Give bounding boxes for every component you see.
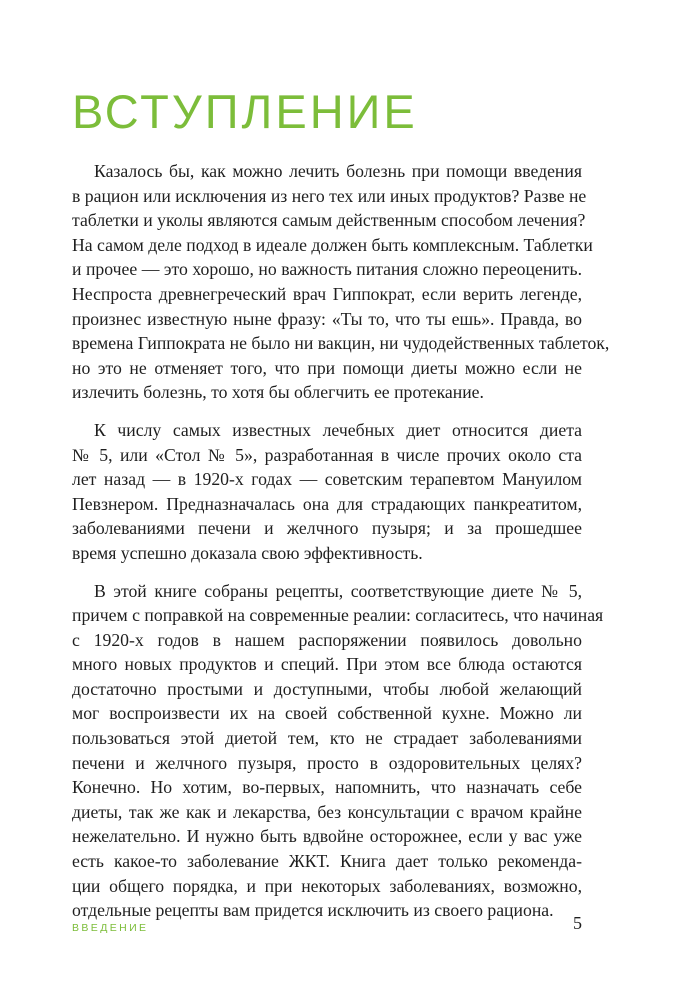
text-line: заболеваниями печени и желчного пузыря; и за прошедшее	[72, 518, 582, 539]
text-line: Неспроста древнегреческий врач Гиппократ, если верить легенде,	[72, 283, 582, 304]
page-number: 5	[573, 913, 582, 933]
text-line: пользоваться этой диетой тем, кто не страдает заболеваниями	[72, 728, 582, 749]
chapter-title: ВСТУПЛЕНИЕ	[72, 85, 418, 138]
text-line: таблетки и уколы являются самым действенным способом лечения?	[72, 210, 586, 231]
text-line: Казалось бы, как можно лечить болезнь при помощи введения	[94, 161, 582, 181]
text-line: с 1920-х годов в нашем распоряжении появилось довольно	[72, 629, 582, 650]
text-line: излечить болезнь, то хотя бы облегчить ее протекание.	[72, 382, 484, 403]
text-line: и прочее — это хорошо, но важность питания сложно переоценить.	[72, 259, 582, 280]
text-line: № 5, или «Стол № 5», разработанная в числе прочих около ста	[72, 444, 582, 465]
text-line: но это не отменяет того, что при помощи диеты можно если не	[72, 357, 582, 378]
text-line: много новых продуктов и специй. При этом все блюда остаются	[72, 654, 582, 675]
text-line: Певзнером. Предназначалась она для страдающих панкреатитом,	[72, 493, 582, 514]
paragraph	[72, 418, 582, 566]
running-footer-section: ВВЕДЕНИЕ	[72, 922, 149, 934]
text-line: нежелательно. И нужно быть вдвойне осторожнее, если у вас уже	[72, 826, 582, 847]
text-line: отдельные рецепты вам придется исключить из своего рациона.	[72, 900, 554, 921]
text-line: достаточно простыми и доступными, чтобы любой желающий	[72, 678, 582, 699]
text-line: есть какое-то заболевание ЖКТ. Книга дает только рекоменда-	[72, 851, 582, 872]
text-line: лет назад — в 1920-х годах — советским терапевтом Мануилом	[72, 469, 582, 490]
text-line: причем с поправкой на современные реалии: согласитесь, что начиная	[72, 605, 604, 626]
text-line: Конечно. Но хотим, во-первых, напомнить, что назначать себе	[72, 777, 582, 798]
text-line: диеты, так же как и лекарства, без консультации с врачом крайне	[72, 801, 582, 822]
text-line: В этой книге собраны рецепты, соответствующие диете № 5,	[94, 580, 582, 601]
text-line: времена Гиппократа не было ни вакцин, ни чудодейственных таблеток,	[72, 333, 610, 354]
chapter-body	[72, 159, 610, 923]
text-line: К числу самых известных лечебных диет относится диета	[94, 419, 582, 440]
paragraph	[72, 579, 604, 923]
text-line: мог воспроизвести их на своей собственной кухне. Можно ли	[72, 703, 582, 724]
text-line: На самом деле подход в идеале должен быть комплексным. Таблетки	[72, 234, 593, 255]
paragraph	[72, 159, 610, 405]
text-line: в рацион или исключения из него тех или иных продуктов? Разве не	[72, 185, 587, 206]
text-line: произнес известную ныне фразу: «Ты то, что ты ешь». Правда, во	[72, 308, 582, 329]
text-line: ции общего порядка, и при некоторых заболеваниях, возможно,	[72, 875, 582, 896]
text-line: печени и желчного пузыря, просто в оздоровительных целях?	[72, 752, 582, 773]
text-line: время успешно доказала свою эффективность.	[72, 542, 423, 563]
